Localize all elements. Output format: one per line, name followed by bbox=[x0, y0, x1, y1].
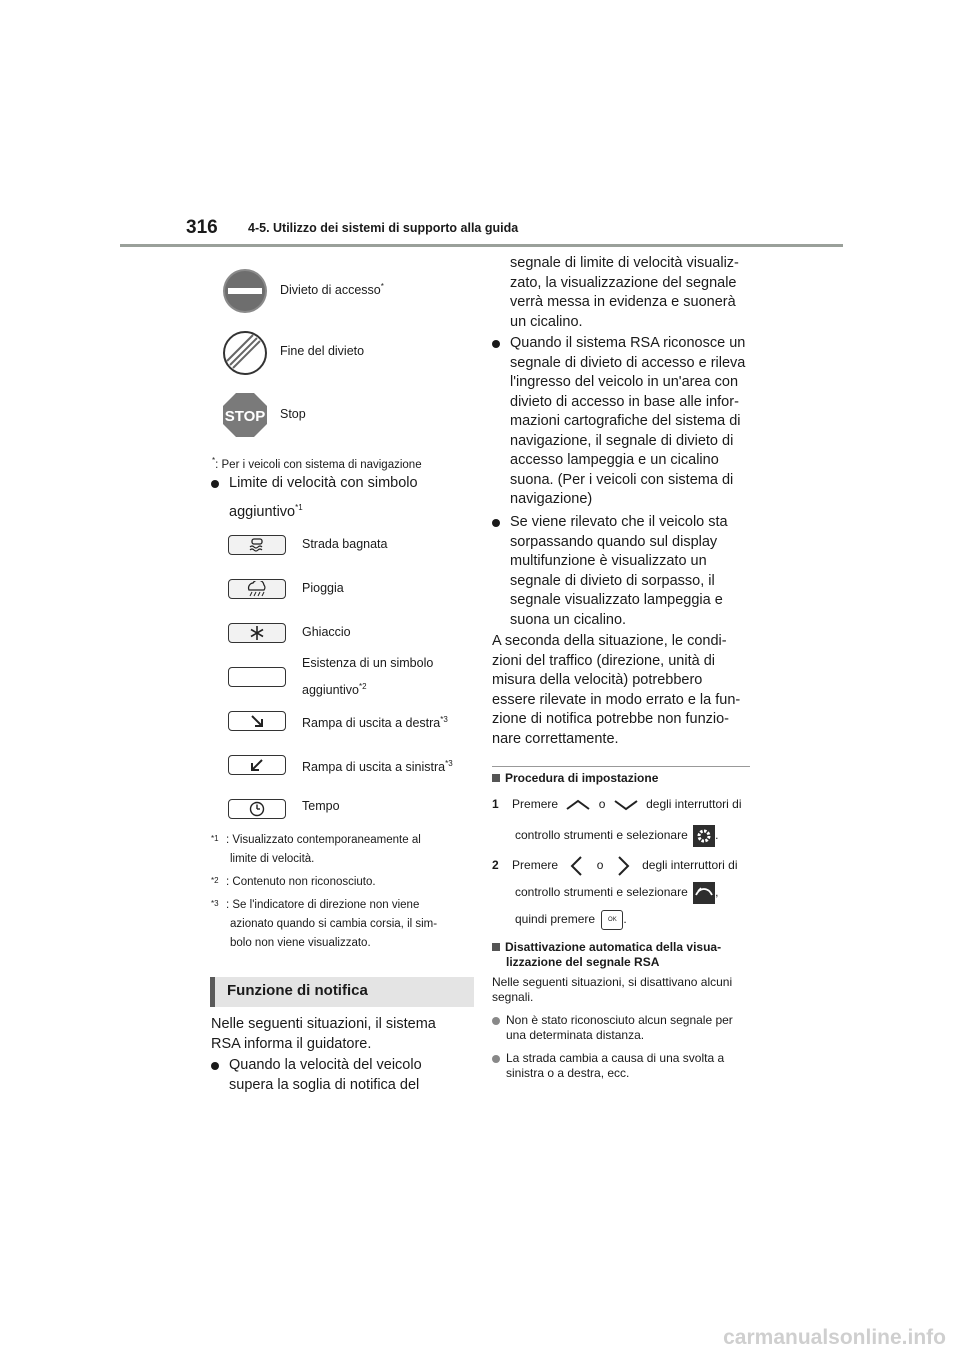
ice-icon bbox=[228, 623, 286, 643]
exit-left-arrow-icon bbox=[228, 755, 286, 775]
chevron-up-icon bbox=[565, 799, 591, 811]
header-divider bbox=[120, 244, 843, 247]
notify-heading: Funzione di notifica bbox=[210, 977, 474, 1007]
clock-icon bbox=[228, 799, 286, 819]
sign-footnote: *: Per i veicoli con sistema di navigazione bbox=[212, 456, 422, 471]
auto-off-title: Disattivazione automatica della visua- lizzazione del segnale RSA bbox=[492, 940, 721, 970]
watermark: carmanualsonline.info bbox=[723, 1326, 946, 1349]
symbol-label-rain: Pioggia bbox=[302, 581, 344, 595]
page-number: 316 bbox=[186, 217, 218, 238]
footnote-3: *3 : Se l'indicatore di direzione non viene azionato quando si cambia corsia, il sim- bolo non viene visualizzato. bbox=[211, 899, 438, 949]
section-title: 4-5. Utilizzo dei sistemi di supporto alla guida bbox=[248, 221, 519, 235]
auto-off-intro: Nelle seguenti situazioni, si disattivano alcuni segnali. bbox=[492, 975, 733, 1004]
procedure-step-2-line3: quindi premere OK . bbox=[515, 910, 627, 930]
symbol-label-exit-left: Rampa di uscita a sinistra$^{*3}$ bbox=[302, 759, 453, 775]
procedure-title: Procedura di impostazione bbox=[492, 771, 658, 786]
exit-right-arrow-icon bbox=[228, 711, 286, 731]
notify-caveat: A seconda della situazione, le condi- zioni del traffico (direzione, unità di misura della velocità) potrebbero essere rilevate in modo errato e la fun- zione di notifica potrebbe non funzio- nare correttamente. bbox=[492, 633, 741, 747]
symbol-label-unknown: Esistenza di un simbolo aggiuntivo$^{*2}$ bbox=[302, 656, 434, 698]
chevron-down-icon bbox=[613, 799, 639, 811]
stop-sign-icon bbox=[222, 392, 268, 443]
sign-label-end-of-restriction: Fine del divieto bbox=[280, 344, 365, 358]
procedure-step-2-line2: controllo strumenti e selezionare , bbox=[515, 882, 718, 904]
notify-bullet-speed-continued: segnale di limite di velocità visualiz- zato, la visualizzazione del segnale verrà messa in evidenza e suonerà un cicalino. bbox=[510, 255, 739, 330]
svg-text:STOP: STOP bbox=[224, 408, 266, 425]
procedure-step-1-line2: controllo strumenti e selezionare . bbox=[515, 825, 718, 847]
notify-bullet-speed: Quando la velocità del veicolo supera la soglia di notifica del bbox=[211, 1056, 422, 1095]
notify-bullet-overtaking: Se viene rilevato che il veicolo sta sorpassando quando sul display multifunzione è visualizzato un segnale di divieto di sorpasso, il segnale visualizzato lampeggia e suona un cicalino. bbox=[492, 513, 728, 630]
rain-icon bbox=[228, 579, 286, 599]
vehicle-settings-icon bbox=[693, 882, 715, 904]
footnote-2: *2 : Contenuto non riconosciuto. bbox=[211, 876, 376, 888]
end-of-restriction-icon bbox=[222, 330, 268, 381]
sign-label-no-entry: Divieto di accesso* bbox=[280, 282, 384, 298]
ok-button-icon: OK bbox=[601, 910, 623, 930]
gear-icon bbox=[693, 825, 715, 847]
chevron-left-icon bbox=[569, 855, 585, 877]
footnote-1: *1 : Visualizzato contemporaneamente al limite di velocità. bbox=[211, 834, 421, 865]
no-entry-icon bbox=[222, 268, 268, 319]
symbol-label-time: Tempo bbox=[302, 799, 340, 813]
blank-symbol-icon bbox=[228, 667, 286, 687]
auto-off-item-2: La strada cambia a causa di una svolta a sinistra o a destra, ecc. bbox=[492, 1051, 724, 1081]
bullet-speed-limit: Limite di velocità con simbolo aggiuntivo$^{*1}$ bbox=[211, 474, 418, 522]
auto-off-item-1: Non è stato riconosciuto alcun segnale per una determinata distanza. bbox=[492, 1013, 733, 1043]
sign-label-stop: Stop bbox=[280, 407, 306, 421]
notify-bullet-no-entry: Quando il sistema RSA riconosce un segnale di divieto di accesso e rileva l'ingresso del veicolo in un'area con divieto di accesso in base alle infor- mazioni cartografiche del sistema di navigazione, il segnale di divieto di accesso lampeggia e un cicalino suona. (Per i veicoli con sistema di navigazione) bbox=[492, 334, 745, 510]
subsection-divider bbox=[492, 766, 750, 767]
notify-intro: Nelle seguenti situazioni, il sistema RSA informa il guidatore. bbox=[211, 1016, 436, 1052]
chevron-right-icon bbox=[615, 855, 631, 877]
symbol-label-ice: Ghiaccio bbox=[302, 625, 351, 639]
symbol-label-wet-road: Strada bagnata bbox=[302, 537, 388, 551]
wet-road-icon bbox=[228, 535, 286, 555]
symbol-label-exit-right: Rampa di uscita a destra$^{*3}$ bbox=[302, 715, 448, 731]
procedure-step-2: 2 Premere o degli interruttori di bbox=[492, 855, 738, 877]
procedure-step-1: 1 Premere o degli interruttori di bbox=[492, 797, 742, 811]
